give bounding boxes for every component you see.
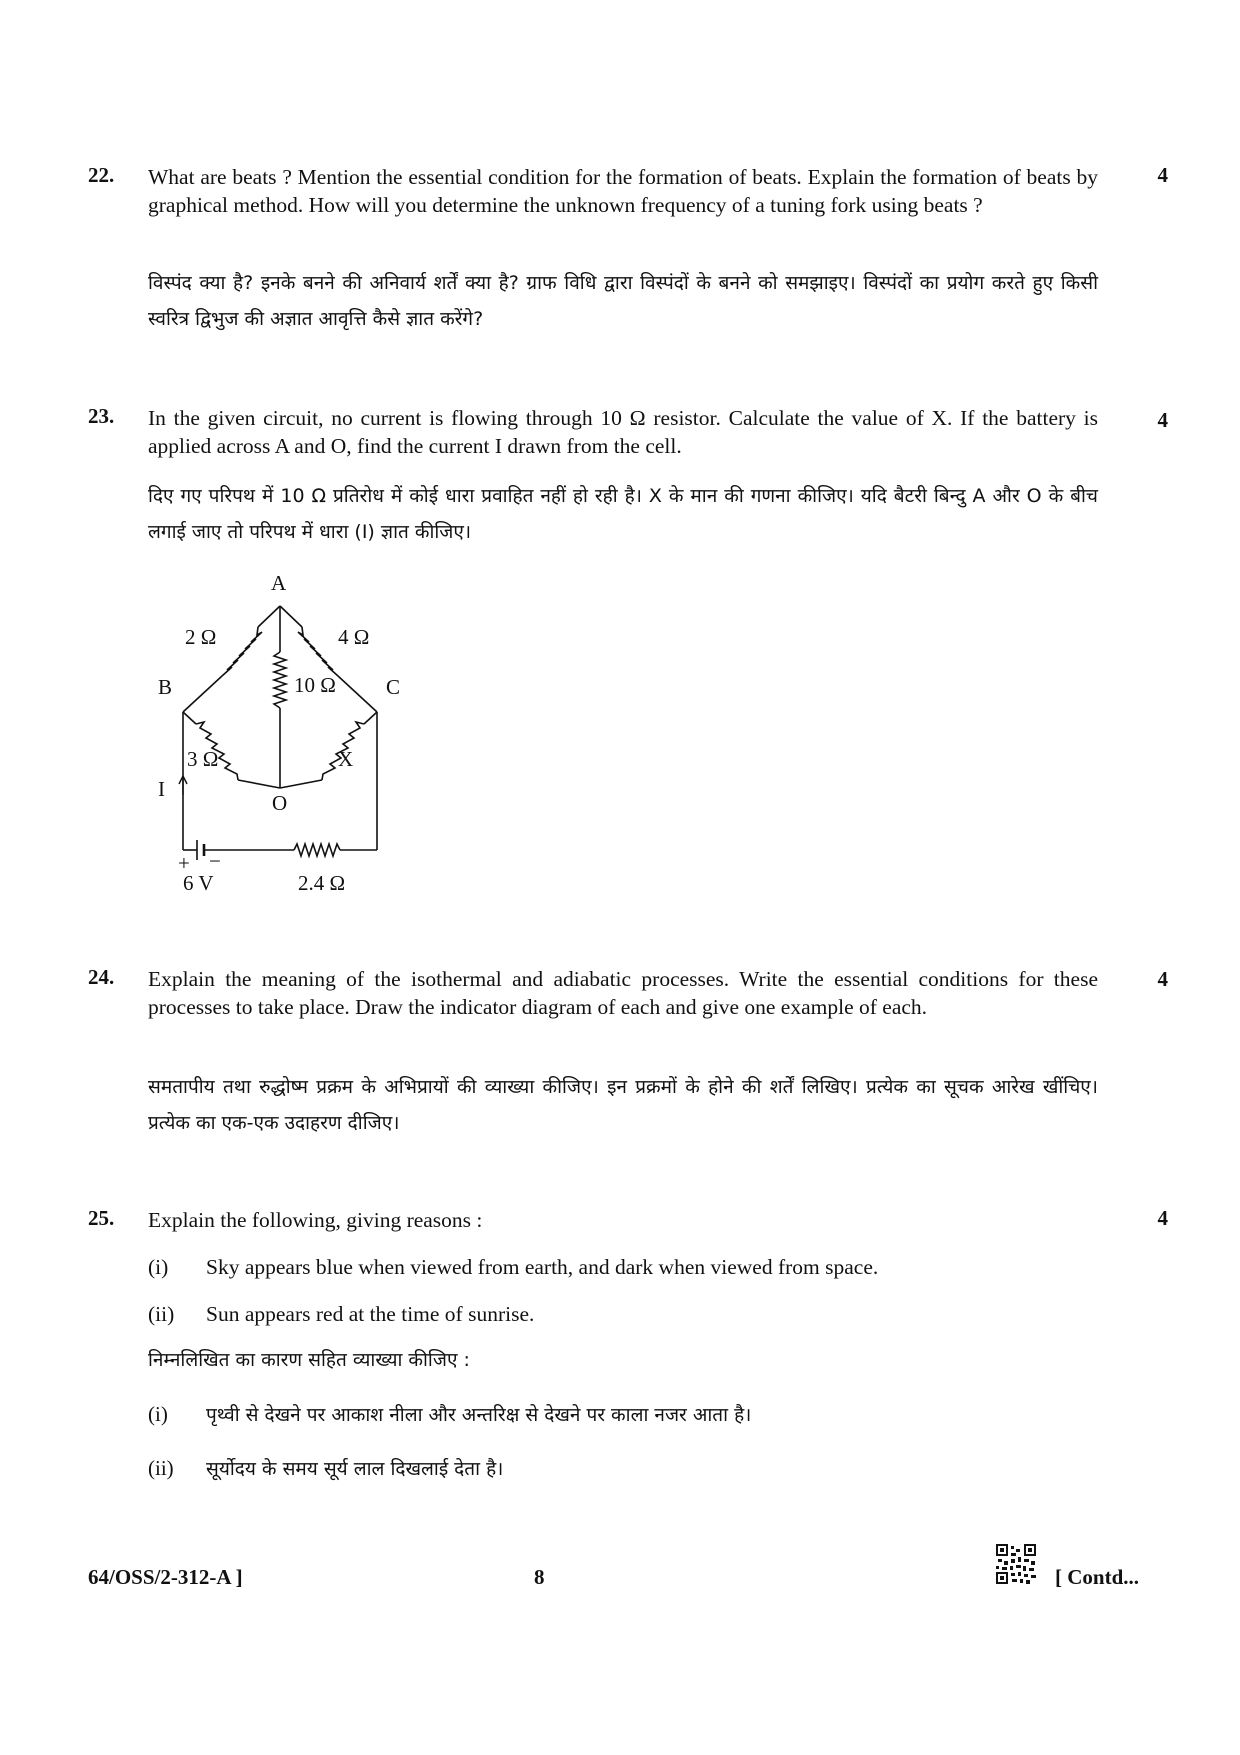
part-hi-ii [148,1454,503,1483]
question-marks: 4 [1157,1206,1168,1230]
part-label: (ii) [148,1456,174,1480]
question-text-hindi: विस्पंद क्या है? इनके बनने की अनिवार्य शर्तें क्या है? ग्राफ विधि द्वारा विस्पंदों के बनने को समझाइए। विस्पंदों का प्रयोग करते हुए किसी स्वरित्र द्विभुज की अज्ञात आवृत्ति कैसे ज्ञात करेंगे? [148,272,1098,330]
wire-b-o-bottom [238,780,280,788]
question-text-hindi: निम्नलिखित का कारण सहित व्याख्या कीजिए : [148,1349,470,1371]
part-label: (ii) [148,1302,175,1326]
resistor-2-ohm-label: 2 Ω [185,625,217,649]
question-text-english: In the given circuit, no current is flowing through 10 Ω resistor. Calculate the value of X. If the battery is applied across A and O, find the current I drawn from the cell. [148,406,1098,458]
resistor-2-4-ohm [294,844,340,856]
question-marks: 4 [1157,967,1168,991]
battery-minus-label: − [209,849,221,873]
part-en-i [148,1253,878,1281]
wire-c-o-bottom [280,780,322,788]
resistor-2-ohm [222,627,262,676]
part-text: पृथ्वी से देखने पर आकाश नीला और अन्तरिक्ष से देखने पर काला नजर आता है। [206,1404,752,1426]
wire-c-o-top [364,712,377,724]
question-marks: 4 [1157,408,1168,432]
question-marks: 4 [1157,163,1168,187]
resistor-4-ohm-label: 4 Ω [338,625,370,649]
question-text-hindi: समतापीय तथा रुद्धोष्म प्रक्रम के अभिप्रायों की व्याख्या कीजिए। इन प्रक्रमों के होने की शर्तें लिखिए। प्रत्येक का सूचक आरेख खींचिए। प्रत्येक का एक-एक उदाहरण दीजिए। [148,1076,1098,1134]
current-label: I [158,777,165,801]
question-text-english: Explain the following, giving reasons : [148,1208,483,1232]
part-text: Sun appears red at the time of sunrise. [206,1302,535,1326]
battery-plus-label: + [178,851,190,875]
wire-b-o-top [183,712,196,724]
question-number: 22. [88,163,115,187]
part-label: (i) [148,1255,169,1279]
part-label: (i) [148,1402,168,1426]
paper-code: 64/OSS/2-312-A ] [88,1565,243,1589]
wire-a-c-top [280,606,302,627]
question-text-english: Explain the meaning of the isothermal and adiabatic processes. Write the essential conditions for these processes to take place. Draw the indicator diagram of each and give one example of each. [148,967,1098,1019]
resistor-2-4-ohm-label: 2.4 Ω [298,871,346,895]
wire-a-b-bottom [183,676,222,712]
resistor-3-ohm-label: 3 Ω [187,747,219,771]
question-number: 25. [88,1206,115,1230]
continued-label: [ Contd... [1055,1565,1140,1589]
wire-a-c-bottom [338,676,377,712]
question-number: 23. [88,404,115,428]
node-o-label: O [272,791,288,815]
part-text: Sky appears blue when viewed from earth, and dark when viewed from space. [206,1255,879,1279]
part-hi-i [148,1400,751,1429]
node-c-label: C [386,675,401,699]
wire-a-b-top [258,606,280,627]
battery-voltage-label: 6 V [183,871,214,895]
resistor-x-label: X [338,747,354,771]
resistor-4-ohm [298,627,338,676]
page-number: 8 [534,1565,545,1589]
current-arrow-icon [179,776,187,795]
question-number: 24. [88,965,115,989]
part-text: सूर्योदय के समय सूर्य लाल दिखलाई देता है। [206,1458,504,1480]
node-a-label: A [271,571,287,595]
circuit-diagram [150,570,430,910]
question-text-english: What are beats ? Mention the essential condition for the formation of beats. Explain the formation of beats by graphical method. How will you determine the unknown frequency of a tuning fork using beats ? [148,165,1098,217]
node-b-label: B [158,675,173,699]
resistor-10-ohm [274,652,286,708]
resistor-10-ohm-label: 10 Ω [294,673,336,697]
qr-code-icon [996,1544,1036,1584]
part-en-ii [148,1300,534,1328]
question-text-hindi: दिए गए परिपथ में 10 Ω प्रतिरोध में कोई धारा प्रवाहित नहीं हो रही है। X के मान की गणना कीजिए। यदि बैटरी बिन्दु A और O के बीच लगाई जाए तो परिपथ में धारा (I) ज्ञात कीजिए। [148,485,1098,543]
